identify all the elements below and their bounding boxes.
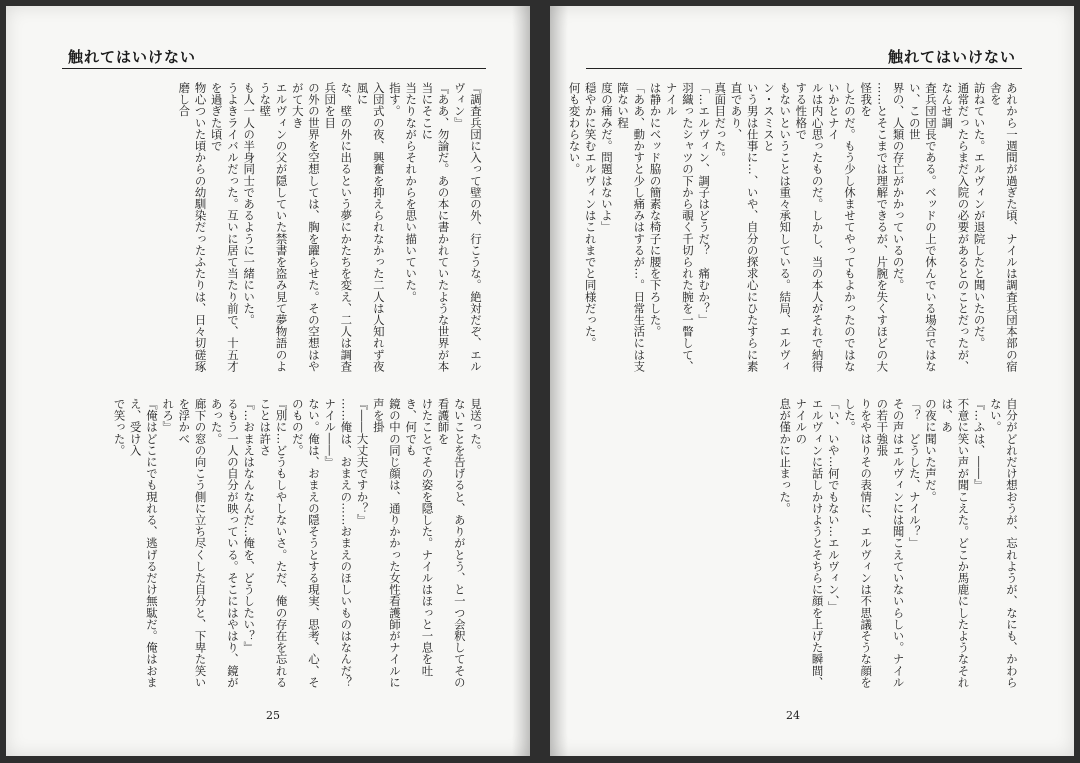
page-number: 25 <box>266 709 280 722</box>
body-text-lower: 自分がどれだけ想おうが、忘れようが、なにも、かわらない。 『…ふは、――』 不意に笑い声が聞こえた。どこか馬鹿にしたようなそれは、あ の夜に聞いた声だ。 「？ どうした、ナイル？」 その声はエルヴィンには聞こえていないらしい。ナイルの若干強張 りをやはりその表情に、エルヴィンは不思議そうな顔をした。 「い、いや…何でもない…エルヴィン、」 エルヴィンに話しかけようとそちらに顔を上げた瞬間、ナイルの 息が僅かに止まった。 <box>778 398 1019 688</box>
body-text-upper: 『調査兵団に入って壁の外、行こうな。絶対だぞ、エルヴィン』 『ああ、勿論だ。あの本に書かれていたような世界が本当にそこに 当たりながらそれからを思い描いていた。 指す。 入団式の夜、興奮を抑えられなかった二人は人知れず夜風に な、壁の外に出るという夢にかたちを変え、二人は調査兵団を目 の外の世界を空想しては、胸を躍らせた。その空想はやがて大き エルヴィンの父が隠していた禁書を盗み見て夢物語のような壁 も人一人の半身同士であるように一緒にいた。 うよきライバルだった。互いに居て当たり前で、十五才を過ぎた頃で 物心ついた頃からの幼馴染だったふたりは、日々切磋琢磨し合 <box>177 82 483 372</box>
right-page <box>550 6 1074 756</box>
header-rule <box>62 68 486 69</box>
body-text-upper: あれから一週間が過ぎた頃、ナイルは調査兵団本部の宿舎を 訪ねていた。エルヴィンが退院したと聞いたのだ。 通常だったらまだ入院の必要があるとのことだったが、なんせ調 査兵団団長である。ベッドの上で休んでいる場合ではない、この世 界の、人類の存亡がかかっているのだ。 ……とそこまでは理解できるが、片腕を失くすほどの大怪我を したのだ。もう少し休ませてやってもよかったのではないかとナイ ルは内心思ったものだ。しかし、当の本人がそれで納得する性格で もないということは重々承知している。結局、エルヴィン・スミスと いう男は仕事に…、いや、自分の探求心にひたすらに素直であり、 真面目だった。 「…エルヴィン、調子はどうだ？ 痛むか？」 羽織ったシャツの下から覗く千切られた腕を一瞥して、ナイル は静かにベッド脇の簡素な椅子に腰を下ろした。 「ああ、動かすと少し痛みはするが…。日常生活には支障ない程 度の痛みだ。問題はないよ」 穏やかに笑むエルヴィンはこれまでと同様だった。 何も変わらない。 <box>567 82 1019 372</box>
page-number: 24 <box>786 709 800 722</box>
header-rule <box>586 68 1022 69</box>
running-title: 触れてはいけない <box>68 48 197 66</box>
running-title: 触れてはいけない <box>887 48 1016 66</box>
left-page <box>6 6 530 756</box>
body-text-lower: 見送った。 ないことを告げると、ありがとう、と一つ会釈してその看護師を けたことでその姿を隠した。ナイルはほっと一息を吐き、何でも 鏡の中の同じ顔は、通りかかった女性看護師がナイルに声を掛 『――大丈夫ですか？』 ……俺は、おまえの……おまえのほしいものはなんだ？ ナイル――』 ない。俺は、おまえの隠そうとする現実、思考、心、そのものだ。 『別に…どうもしやしないさ。ただ、俺の存在を忘れることは許さ 『…おまえはなんなんだ…俺を、どうしたい？』 るもう一人の自分が映っている。そこにはやはり、鏡があった。 廊下の窓の向こう側に立ち尽くした自分と、下卑た笑いを浮かべ れろ』 『俺はどこにでも現れる、逃げるだけ無駄だ。俺はおまえ、受け入 で笑った。 <box>112 398 483 688</box>
